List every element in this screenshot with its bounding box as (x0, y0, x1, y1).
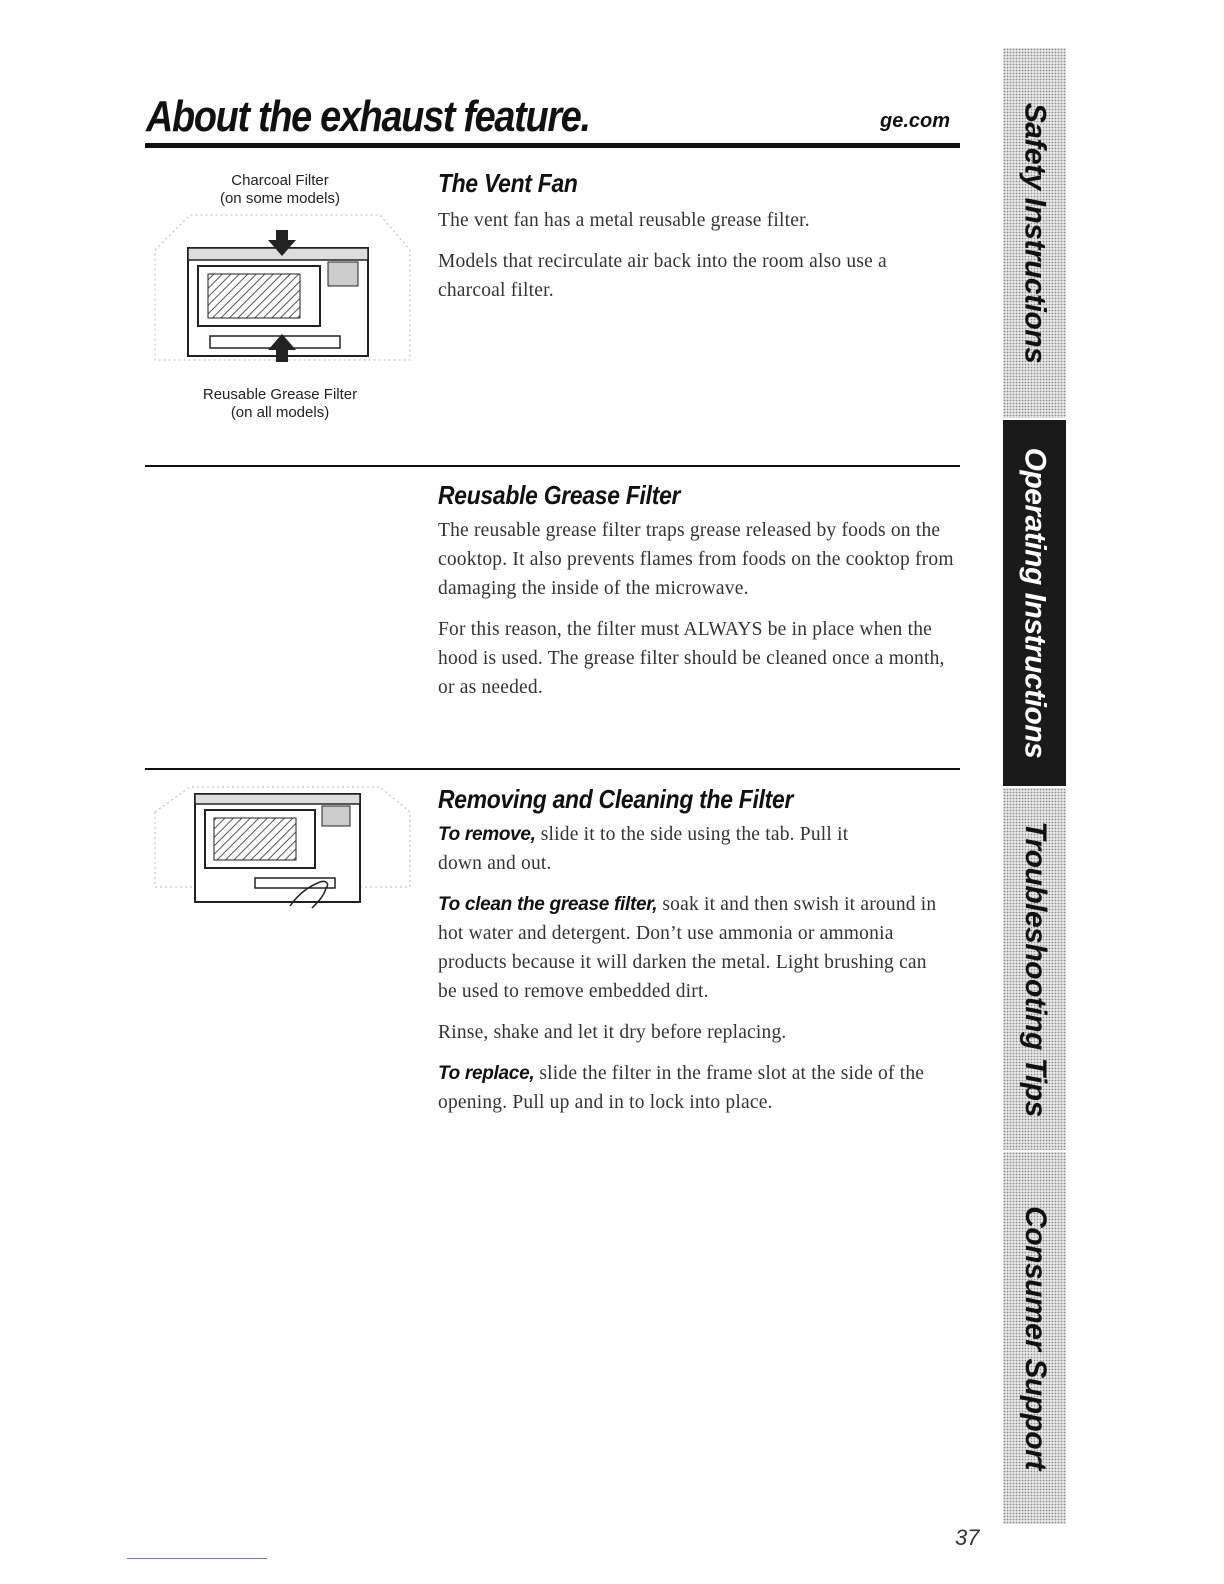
tab-troubleshooting-tips[interactable] (1003, 788, 1066, 1150)
footer-line (127, 1558, 267, 1559)
paragraph: For this reason, the filter must ALWAYS be in place when the hood is used. The grease filter should be cleaned once a month, or as needed. (438, 619, 945, 698)
header-rule (145, 143, 960, 148)
filter-removal-illustration (150, 782, 415, 912)
caption-line: (on all models) (230, 404, 330, 421)
section-heading-removing: Removing and Cleaning the Filter (438, 784, 794, 814)
paragraph (438, 1059, 928, 1117)
caption-line: Charcoal Filter (231, 172, 329, 189)
section-divider (145, 465, 960, 467)
section-heading-grease-filter: Reusable Grease Filter (438, 480, 681, 510)
tab-label: Operating Instructions (1018, 447, 1052, 759)
lead-in: To replace, (438, 1063, 535, 1084)
microwave-body (195, 794, 360, 902)
vent-fan-text (438, 206, 958, 305)
paragraph: The reusable grease filter traps grease released by foods on the cooktop. It also prevents flames from foods on the cooktop from damaging the inside of the microwave. (438, 520, 954, 599)
page-number: 37 (955, 1525, 980, 1550)
lead-in: To remove, (438, 824, 536, 845)
site-link[interactable]: ge.com (880, 110, 951, 132)
paragraph: Rinse, shake and let it dry before replacing. (438, 1022, 787, 1043)
paragraph-text: slide the filter in the frame slot at the side of the opening. Pull up and in to lock into place. (438, 1063, 925, 1113)
tab-label: Consumer Support (1018, 1206, 1052, 1470)
removing-text (438, 820, 938, 1117)
grease-filter-caption (180, 386, 380, 422)
tab-safety-instructions[interactable] (1003, 48, 1066, 418)
tab-label: Safety Instructions (1018, 102, 1052, 364)
paragraph (438, 820, 888, 878)
tab-label: Troubleshooting Tips (1018, 821, 1052, 1117)
paragraph: Models that recirculate air back into the room also use a charcoal filter. (438, 251, 887, 301)
section-heading-vent-fan: The Vent Fan (438, 168, 578, 198)
tab-consumer-support[interactable] (1003, 1152, 1066, 1524)
tab-operating-instructions[interactable] (1003, 420, 1066, 786)
paragraph-text: soak it and then swish it around in hot water and detergent. Don’t use ammonia or ammonia products because it will darken the metal. Light brushing can be used to remove embedded dirt. (438, 894, 937, 1002)
paragraph (438, 890, 938, 1006)
charcoal-filter-caption (180, 172, 380, 208)
paragraph: The vent fan has a metal reusable grease filter. (438, 210, 810, 231)
section-divider (145, 768, 960, 770)
caption-line: Reusable Grease Filter (202, 386, 358, 403)
grease-filter-text (438, 516, 956, 702)
page-title: About the exhaust feature. (146, 92, 590, 141)
lead-in: To clean the grease filter, (438, 894, 658, 915)
paragraph-text: slide it to the side using the tab. Pull it down and out. (438, 824, 849, 874)
microwave-filters-illustration (150, 210, 415, 385)
caption-line: (on some models) (219, 190, 341, 207)
